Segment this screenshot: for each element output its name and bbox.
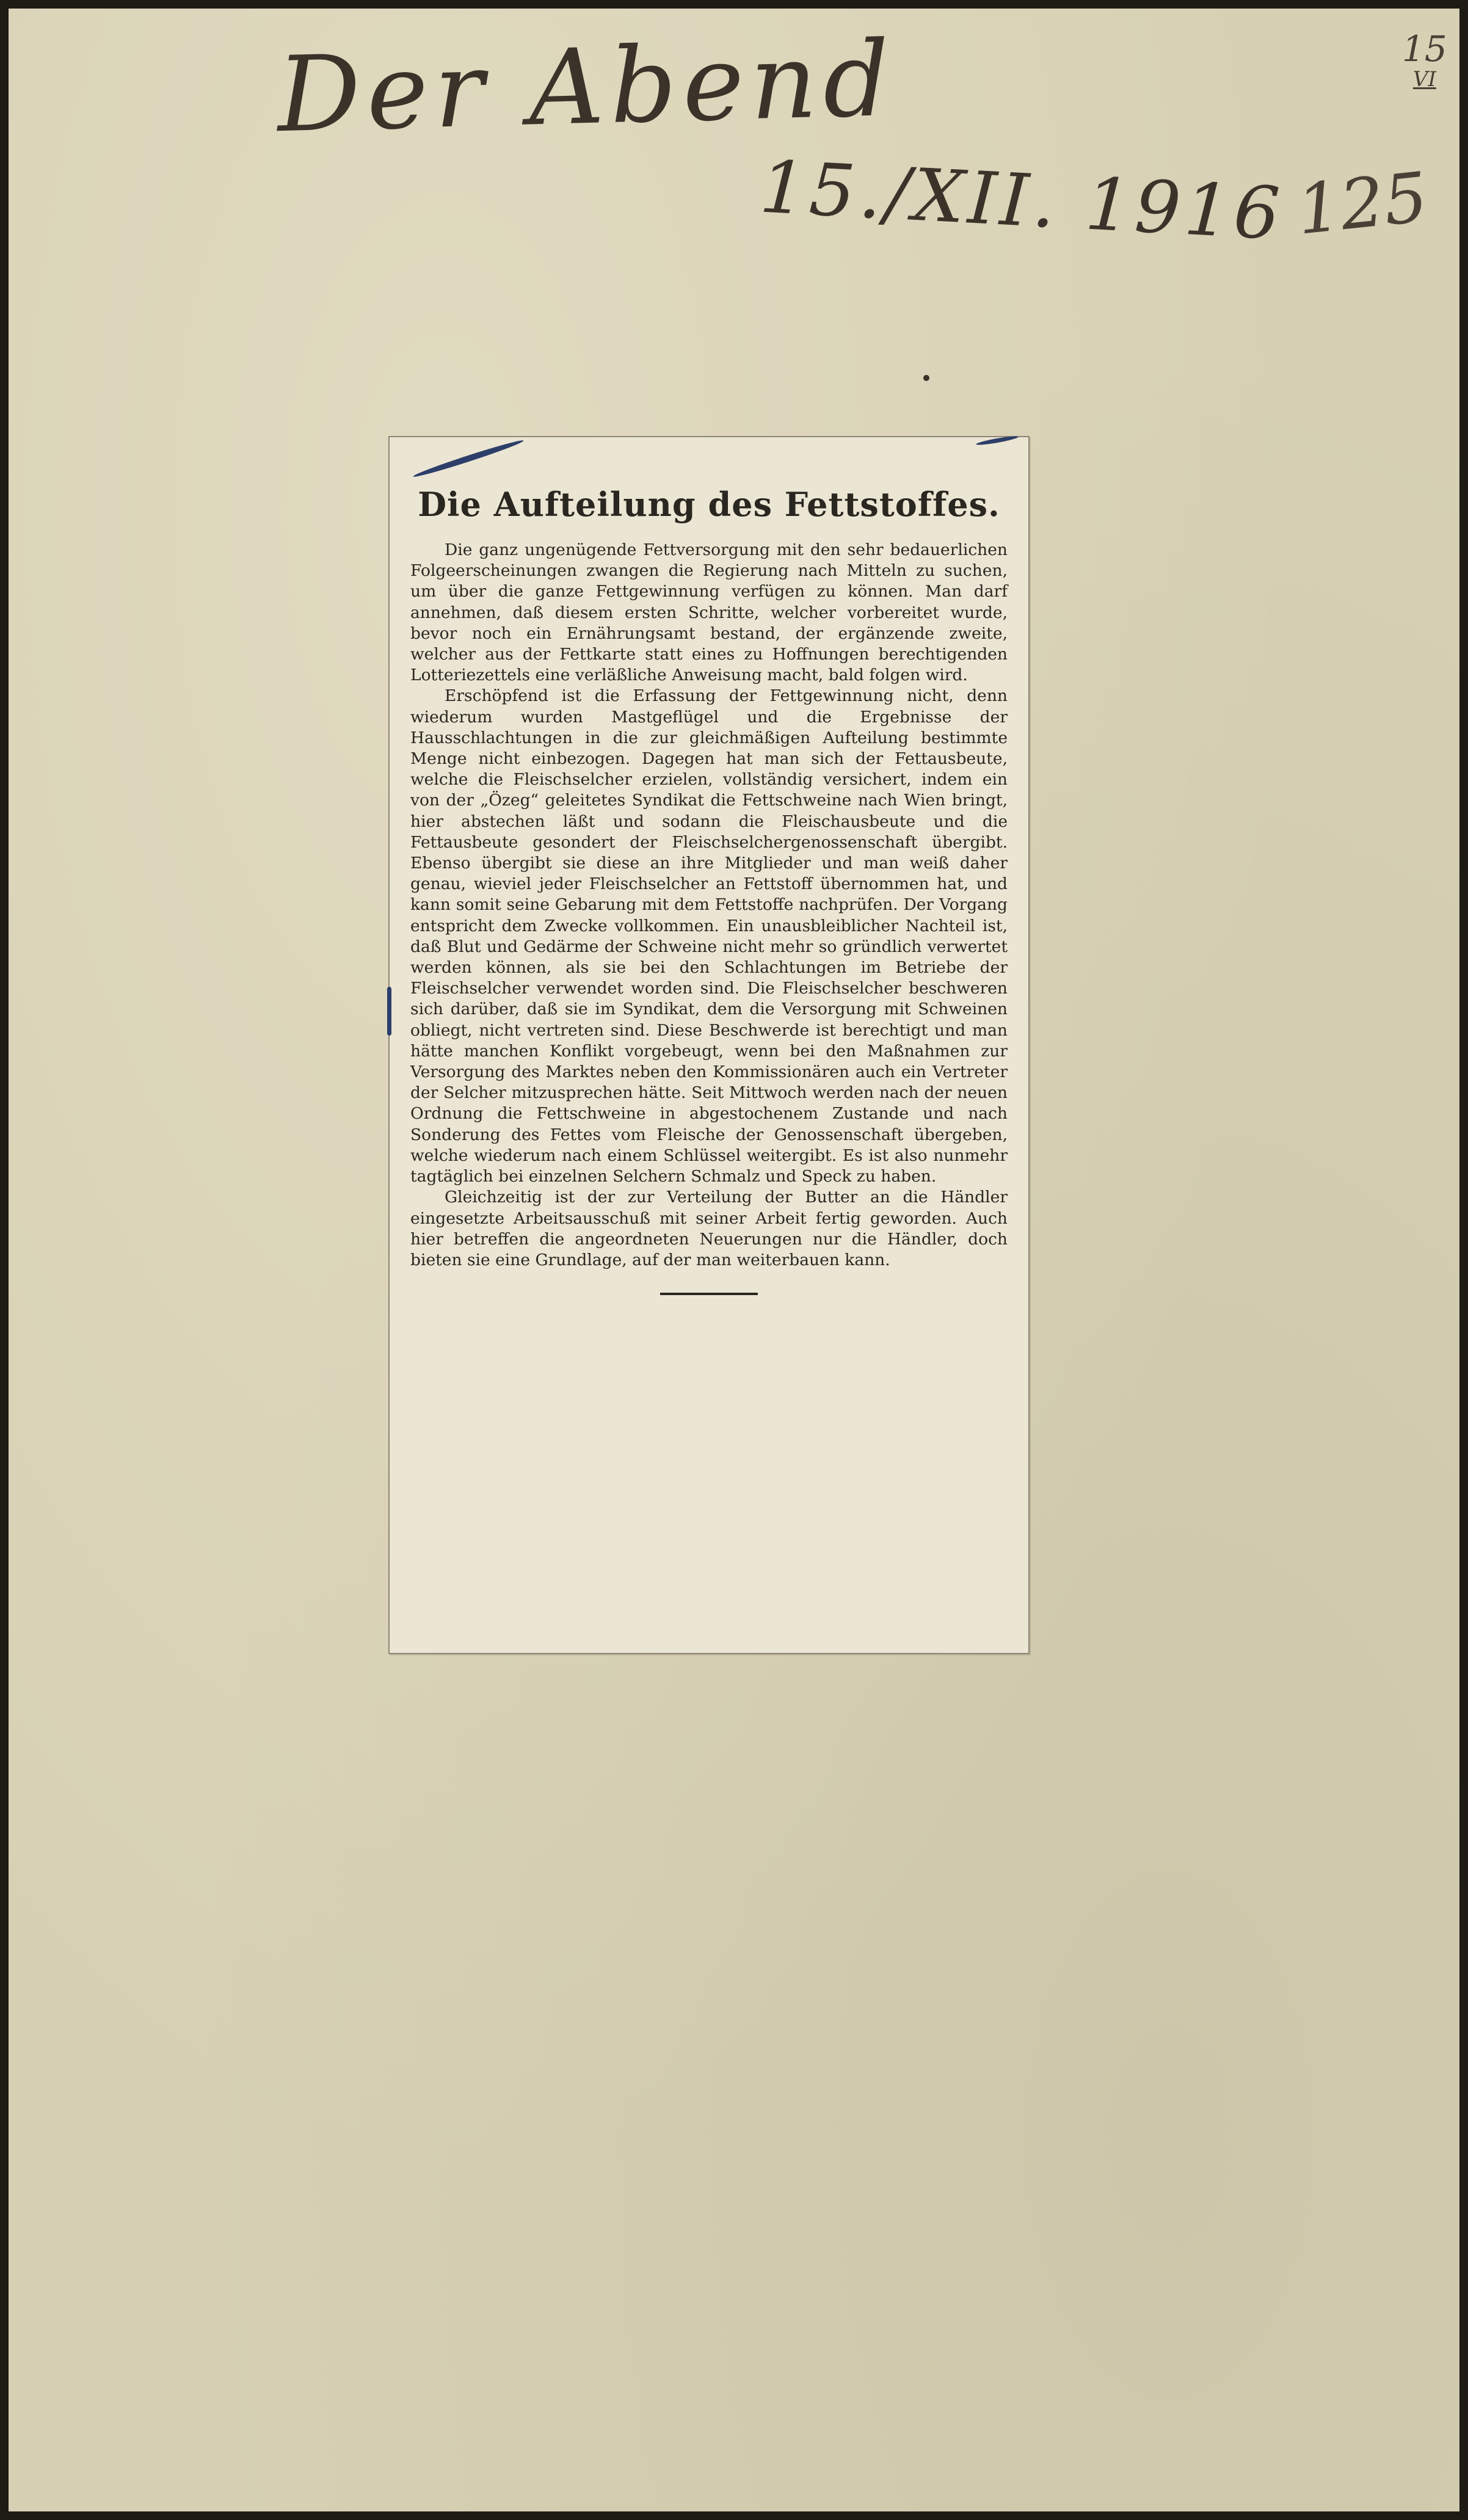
article-paragraph: Erschöpfend ist die Erfassung der Fettgewinnung nicht, denn wiederum wurden Mastgeflügel und die Ergebnisse der Hausschlachtungen in die zur gleichmäßigen Aufteilung bestimmte Menge nicht einbezogen. Dagegen hat man sich der Fettausbeute, welche die Fleischselcher erzielen, vollständig versichert, indem ein von der „Özeg“ geleitetes Syndikat die Fettschweine nach Wien bringt, hier abstechen läßt und sodann die Fleischausbeute und die Fettausbeute gesondert der Fleischselchergenossenschaft übergibt. Ebenso übergibt sie diese an ihre Mitglieder und man weiß daher genau, wieviel jeder Fleischselcher an Fettstoff übernommen hat, und kann somit seine Gebarung mit dem Fettstoffe nachprüfen. Der Vorgang entspricht dem Zwecke vollkommen. Ein unausbleiblicher Nachteil ist, daß Blut und Gedärme der Schweine nicht mehr so gründlich verwertet werden können, als sie bei den Schlachtungen im Betriebe der Fleischselcher verwendet worden sind. Die Fleischselcher beschweren sich darüber, daß sie im Syndikat, dem die Versorgung mit Schweinen obliegt, nicht vertreten sind. Diese Beschwerde ist berechtigt und man hätte manchen Konflikt vorgebeugt, wenn bei den Maßnahmen zur Versorgung des Marktes neben den Kommissionären auch ein Vertreter der Selcher mitzusprechen hätte. Seit Mittwoch werden nach der neuen Ordnung die Fettschweine in abgestochenem Zustande und nach Sonderung des Fettes vom Fleische der Genossenschaft übergeben, welche wiederum nach einem Schlüssel weitergibt. Es ist also nunmehr tagtäglich bei einzelnen Selchern Schmalz und Speck zu haben. xyxy=(410,686,1008,1186)
corner-notation-bottom: VI xyxy=(1412,67,1436,92)
blue-pencil-mark xyxy=(976,435,1019,446)
handwritten-date: 15./XII. 1916 xyxy=(757,144,1285,256)
corner-notation-top: 15 xyxy=(1402,28,1447,70)
article-paragraph: Die ganz ungenügende Fettversorgung mit den sehr bedauerlichen Folgeerscheinungen zwangen die Regierung nach Mitteln zu suchen, um über die ganze Fettgewinnung verfügen zu können. Man darf annehmen, daß diesem ersten Schritte, welcher vorbereitet wurde, bevor noch ein Ernährungsamt bestand, der ergänzende zweite, welcher aus der Fettkarte statt eines zu Hoffnungen berechtigenden Lotteriezettels eine verläßliche Anweisung macht, bald folgen wird. xyxy=(410,540,1008,685)
ink-fleck xyxy=(923,375,929,381)
blue-pencil-mark xyxy=(387,987,391,1036)
handwritten-newspaper-name: Der Abend xyxy=(275,18,898,156)
article-title: Die Aufteilung des Fettstoffes. xyxy=(418,485,1000,524)
article-paragraph: Gleichzeitig ist der zur Verteilung der Butter an die Händler eingesetzte Arbeitsausschuß mit seiner Arbeit fertig geworden. Auch hier betreffen die angeordneten Neuerungen nur die Händler, doch bieten sie eine Grundlage, auf der man weiterbauen kann. xyxy=(410,1188,1008,1269)
blue-pencil-mark xyxy=(412,438,525,479)
article-body xyxy=(410,540,1008,1271)
corner-notation xyxy=(1402,28,1447,92)
newspaper-clipping xyxy=(388,436,1030,1654)
handwritten-folio-number: 125 xyxy=(1293,158,1431,250)
closing-rule xyxy=(660,1293,758,1295)
